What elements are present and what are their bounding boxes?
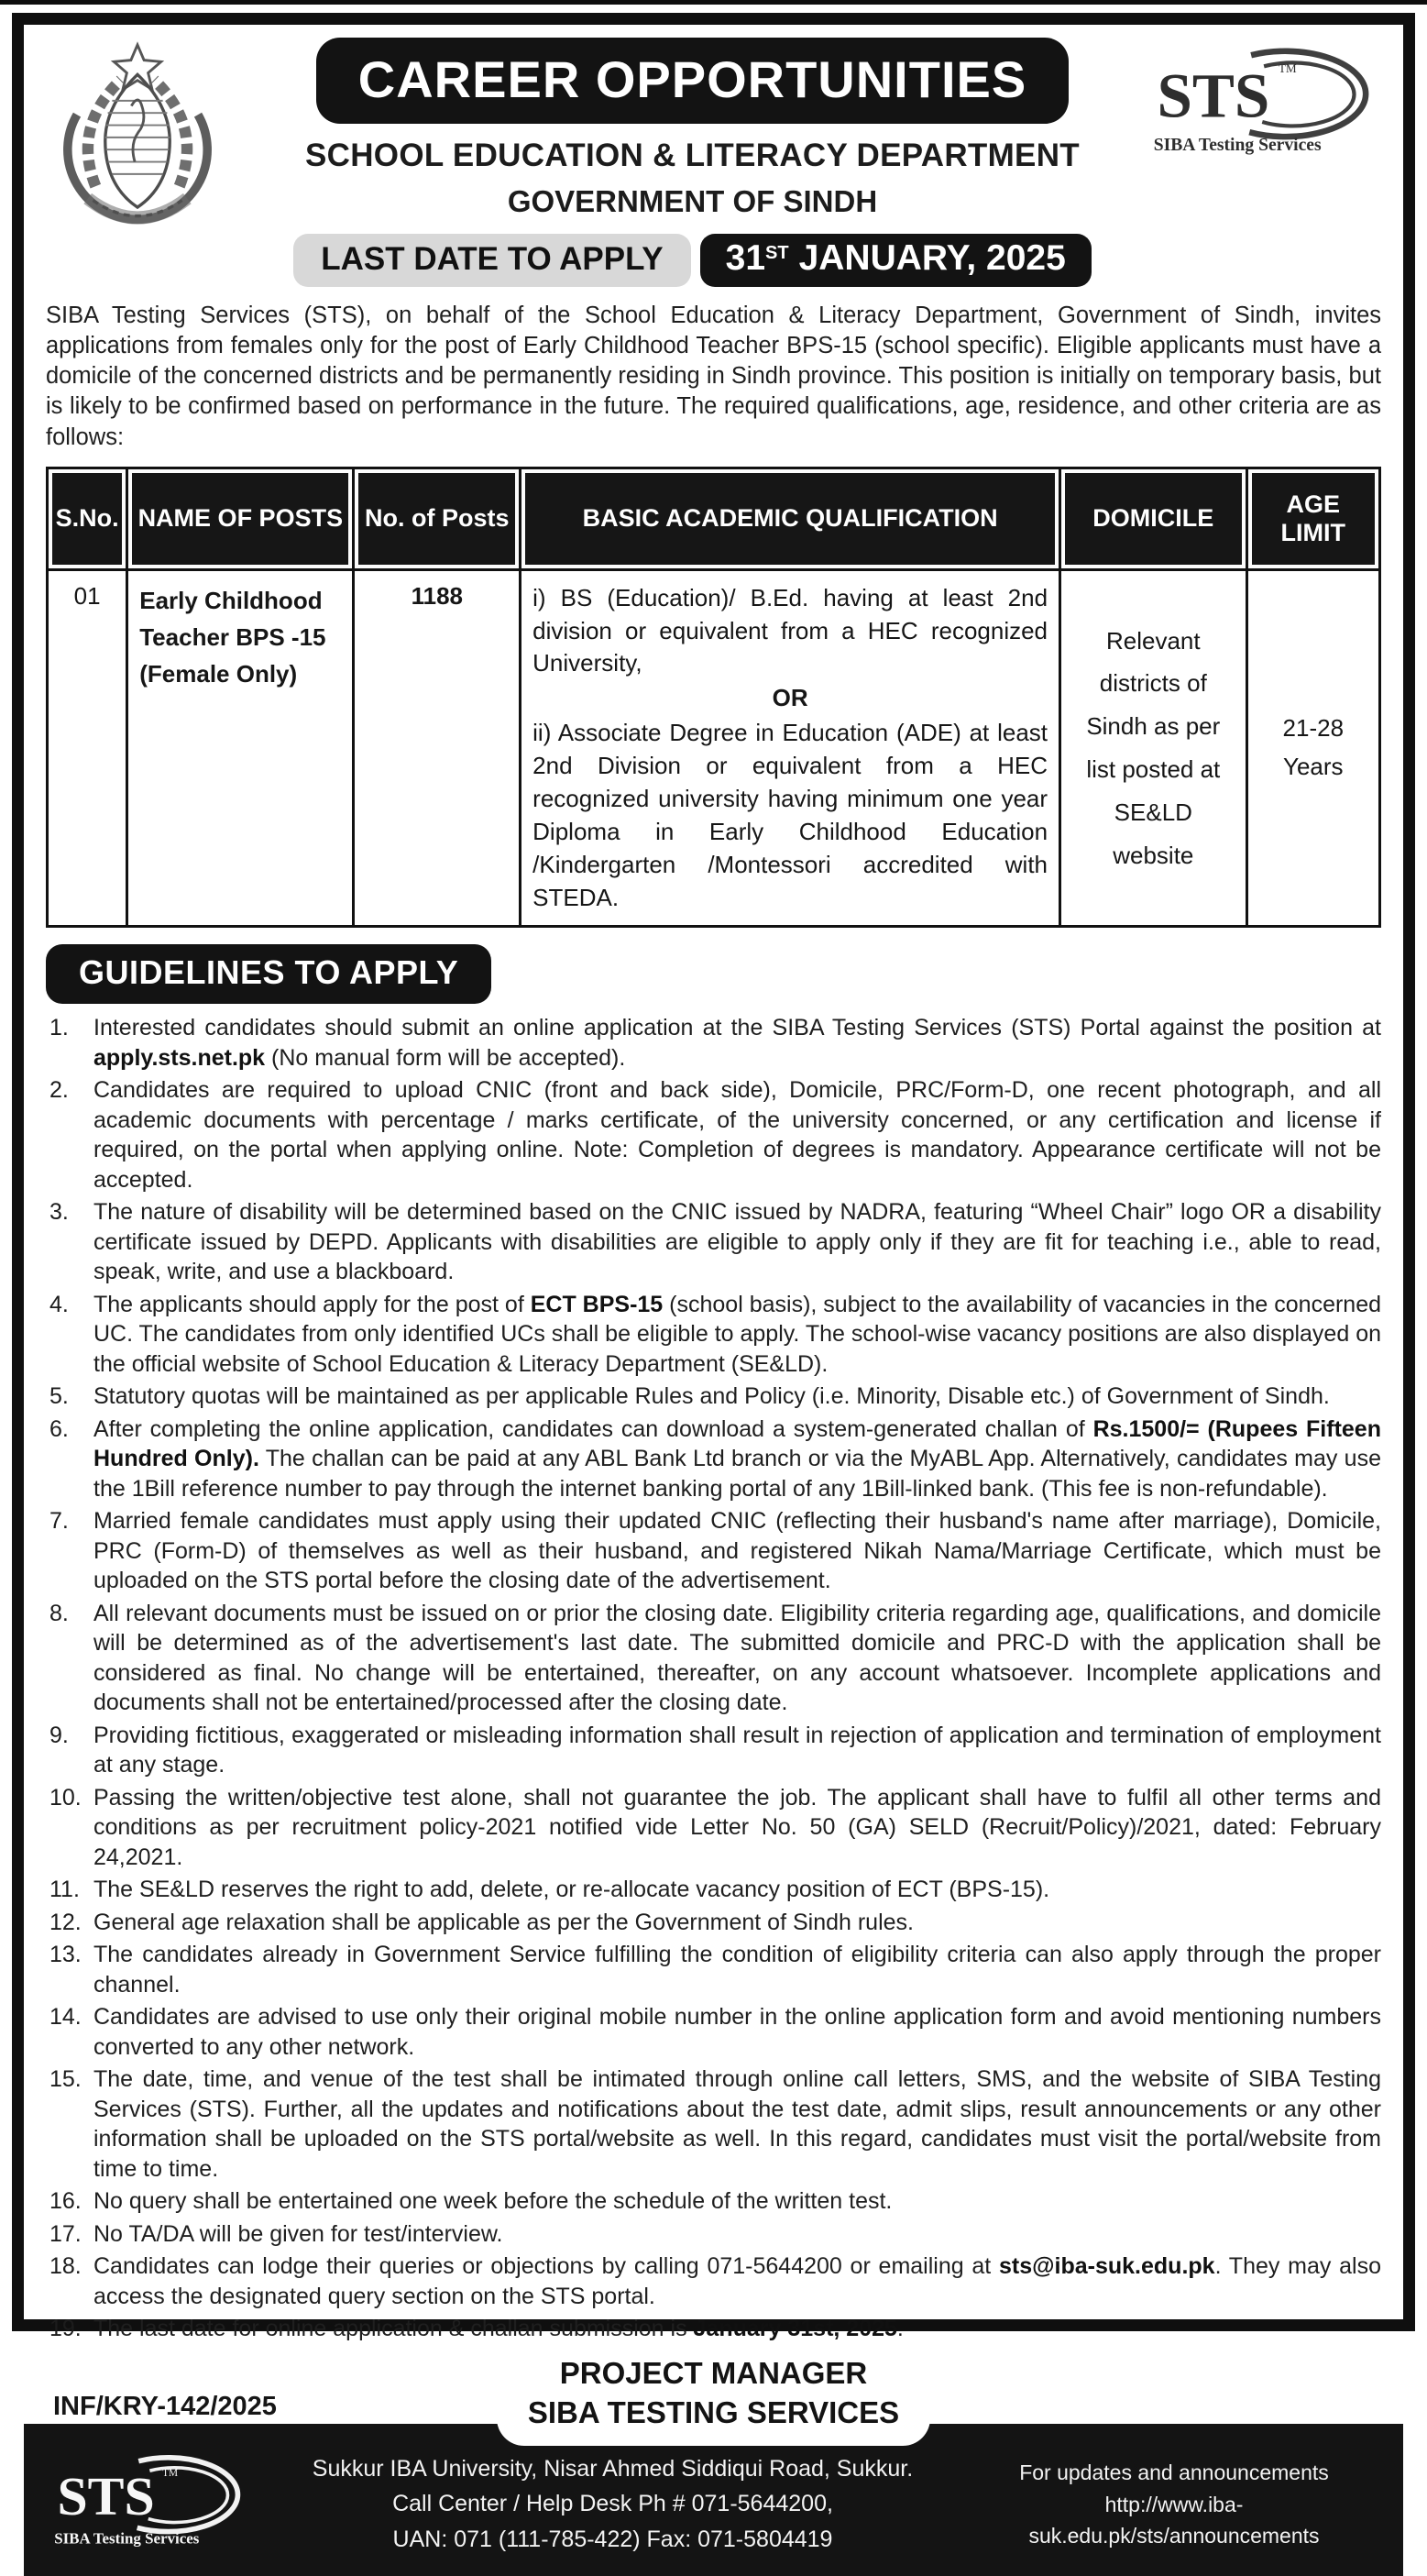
cell-sno: 01 [48,569,127,927]
footer-address-line2: Call Center / Help Desk Ph # 071-5644200, [392,2491,833,2517]
guidelines-list [46,1013,1381,2347]
table-header-domicile: DOMICILE [1060,468,1247,569]
guideline-number: 17. [49,2220,82,2247]
guideline-text: The nature of disability will be determined based on the CNIC issued by NADRA, featuring “Wheel Chair” logo OR a disability certificate issued by DEPD. Applicants with disabilities are eligible to apply only if they are fit for teaching i.e., able to read, speak, write, and use a blackboard. [93,1199,1381,1285]
guidelines-title: GUIDELINES TO APPLY [46,944,491,1004]
sts-logo [1145,36,1381,165]
sts-tagline: SIBA Testing Services [1153,135,1322,155]
table-header-posts: No. of Posts [354,468,521,569]
guideline-item [46,1940,1381,1999]
qualification-or: OR [772,684,808,712]
table-header-name: NAME OF POSTS [127,468,354,569]
sindh-emblem-graphic [46,39,229,249]
sts-logo-text: STS [1157,60,1270,131]
guideline-number: 5. [49,1383,69,1410]
guideline-text: The applicants should apply for the post of ECT BPS-15 (school basis), subject to the availability of vacancies in the concerned UC. The candidates from only identified UCs shall be eligible to apply. The school-wise vacancy positions are also displayed on the official website of School Education & Literacy Department (SE&LD). [93,1291,1382,1377]
footer-band [24,2424,1403,2576]
sts-logo-graphic [1150,45,1381,160]
footer-updates [972,2457,1376,2552]
sindh-government-emblem-icon [46,36,240,254]
guideline-number: 16. [49,2188,82,2215]
guideline-number: 12. [49,1909,82,1935]
guideline-number: 2. [49,1077,69,1104]
guideline-text: Married female candidates must apply using their updated CNIC (reflecting their husband's name after marriage), Domicile, PRC (Form-D) of themselves as well as their husband, and registered Nikah Nama/Marriage Certificate, which must be uploaded on the STS portal before the closing date of the advertisement. [93,1508,1381,1594]
guideline-text: Candidates are advised to use only their original mobile number in the online application form and avoid mentioning numbers converted to any other network. [93,2004,1381,2060]
sts-footer-logo [51,2452,253,2557]
guideline-item [46,1875,1381,1905]
guideline-item [46,1382,1381,1412]
guideline-text: Candidates can lodge their queries or objections by calling 071-5644200 or emailing at sts@iba-suk.edu.pk. They may also access the designated query section on the STS portal. [93,2253,1381,2309]
guideline-item [46,1290,1381,1380]
guideline-text: The date, time, and venue of the test shall be intimated through online call letters, SMS, and the website of SIBA Testing Services (STS). Further, all the updates and notifications about the test date, admit slips, result announcements or any other information shall be uploaded on the STS portal/website as well. In this regard, candidates must visit the portal/website from time to time. [93,2066,1381,2182]
posts-table [46,467,1381,929]
cell-post-name: Early Childhood Teacher BPS -15 (Female Only) [127,569,354,927]
guideline-text: After completing the online application, candidates can download a system-generated challan of Rs.1500/= (Rupees Fifteen Hundred Only). The challan can be paid at any ABL Bank Ltd branch or via the MyABL App. Alternatively, candidates may use the 1Bill reference number to pay through the internet banking portal of any 1Bill-linked bank. (This fee is non-refundable). [93,1415,1381,1502]
guideline-number: 3. [49,1199,69,1226]
page-title: CAREER OPPORTUNITIES [316,38,1069,124]
guideline-item [46,2314,1381,2344]
guideline-number: 18. [49,2253,82,2280]
guideline-item [46,1506,1381,1596]
sts-footer-logo-graphic [51,2452,251,2552]
guideline-number: 13. [49,1942,82,1968]
signature-title: PROJECT MANAGER [559,2355,868,2390]
advertisement-frame [12,13,1415,2553]
guideline-item [46,1075,1381,1194]
guideline-number: 19. [49,2316,82,2342]
guideline-number: 11. [49,1877,80,1903]
sts-footer-logo-text: STS [57,2465,155,2526]
guideline-text: All relevant documents must be issued on or prior the closing date. Eligibility criteria regarding age, qualifications, and domicile will be determined as of the advertisement's last date. The submitted domicile and PRC-D with the application shall be considered as final. No change will be entertained, thereafter, on any account whatsoever. Incomplete applications and documents shall not be entertained/processed after the closing date. [93,1600,1381,1716]
guideline-item [46,1599,1381,1718]
government-title: GOVERNMENT OF SINDH [507,184,878,218]
guideline-item [46,2219,1381,2250]
masthead-center [240,36,1145,287]
sts-trademark: TM [1279,61,1297,75]
guideline-text: Interested candidates should submit an online application at the SIBA Testing Services (STS) Portal against the position at apply.sts.net.pk (No manual form will be accepted). [93,1015,1381,1071]
guideline-item [46,1013,1381,1073]
qualification-option-i: i) BS (Education)/ B.Ed. having at least 2nd division or equivalent from a HEC recognized University, [532,583,1048,677]
guideline-item [46,1908,1381,1938]
guideline-number: 15. [49,2066,82,2093]
footer-address-line1: Sukkur IBA University, Nisar Ahmed Siddiqui Road, Sukkur. [312,2455,914,2482]
last-date-month-year: JANUARY, 2025 [798,238,1066,278]
table-header-qualification: BASIC ACADEMIC QUALIFICATION [521,468,1060,569]
guideline-text: The SE&LD reserves the right to add, delete, or re-allocate vacancy position of ECT (BPS-15). [93,1877,1050,1903]
guideline-item [46,1197,1381,1287]
signature-row [46,2347,1381,2429]
table-header-row [48,468,1380,569]
guideline-text: Statutory quotas will be maintained as per applicable Rules and Policy (i.e. Minority, Disable etc.) of Government of Sindh. [93,1383,1330,1410]
cell-no-of-posts: 1188 [354,569,521,927]
footer-updates-url: http://www.iba-suk.edu.pk/sts/announcements [1028,2492,1320,2548]
top-border-strip [0,0,1427,5]
guideline-number: 14. [49,2004,82,2031]
table-header-age: AGE LIMIT [1246,468,1379,569]
guideline-text: The candidates already in Government Service fulfilling the condition of eligibility criteria can also apply through the proper channel. [93,1942,1381,1998]
footer-address-line3: UAN: 071 (111-785-422) Fax: 071-5804419 [392,2526,833,2553]
guideline-text: Providing fictitious, exaggerated or misleading information shall result in rejection of application and termination of employment at any stage. [93,1722,1381,1778]
footer-address [273,2451,952,2558]
table-header-sno: S.No. [48,468,127,569]
guideline-item [46,1415,1381,1504]
guideline-text: Passing the written/objective test alone, shall not guarantee the job. The applicant shall have to fulfil all other terms and conditions as per recruitment policy-2021 notified vide Letter No. 50 (GA) SELD (Recruit/Policy)/2021, dated: February 24,2021. [93,1784,1381,1870]
last-date-value [700,234,1092,287]
intro-paragraph: SIBA Testing Services (STS), on behalf of the School Education & Literacy Department, Government of Sindh, invites applications from females only for the post of Early Childhood Teacher BPS-15 (school specific). Eligible applicants must have a domicile of the concerned districts and be permanently residing in Sindh province. This position is initially on temporary basis, but is likely to be confirmed based on performance in the future. The required qualifications, age, residence, and other criteria are as follows: [46,303,1381,450]
guideline-item [46,2251,1381,2311]
guideline-number: 1. [49,1015,69,1041]
guideline-item [46,1721,1381,1780]
guideline-number: 8. [49,1600,69,1626]
qualification-option-ii: ii) Associate Degree in Education (ADE) at least 2nd Division or equivalent from a HEC recognized university having minimum one year Diploma in Early Childhood Education /Kindergarten /Montessori accredited with STEDA. [532,719,1048,911]
guideline-number: 9. [49,1722,69,1748]
guideline-text: Candidates are required to upload CNIC (front and back side), Domicile, PRC/Form-D, one recent photograph, and all academic documents with percentage / marks certificate, of the university concerned, or any certification and license if required, on the portal when applying online. Note: Completion of degrees is mandatory. Appearance certificate will not be accepted. [93,1077,1381,1193]
last-date-ordinal: ST [765,243,789,263]
guideline-number: 6. [49,1415,69,1442]
advertisement-content [24,25,1403,2429]
masthead [46,36,1381,287]
guideline-text: The last date for online application & challan submission is January 31st, 2025. [93,2316,904,2342]
guideline-item [46,2064,1381,2184]
guideline-text: No TA/DA will be given for test/interview. [93,2220,503,2247]
last-date-label: LAST DATE TO APPLY [293,234,690,287]
cell-age-limit: 21-28 Years [1246,569,1379,927]
guideline-number: 10. [49,1784,82,1811]
guideline-item [46,2002,1381,2062]
guideline-text: No query shall be entertained one week before the schedule of the written test. [93,2188,893,2215]
guideline-number: 4. [49,1291,69,1317]
sts-footer-tagline: SIBA Testing Services [54,2529,200,2548]
cell-domicile: Relevant districts of Sindh as per list posted at SE&LD website [1060,569,1247,927]
signature-block [497,2354,930,2446]
footer-updates-label: For updates and announcements [1019,2460,1329,2485]
guideline-item [46,1783,1381,1873]
guideline-text: General age relaxation shall be applicable as per the Government of Sindh rules. [93,1909,914,1935]
sts-footer-trademark: TM [162,2467,179,2479]
last-date-bar [240,234,1145,287]
department-title: SCHOOL EDUCATION & LITERACY DEPARTMENT [305,138,1080,173]
last-date-day: 31 [725,238,766,278]
table-row [48,569,1380,927]
guideline-number: 7. [49,1508,69,1535]
guideline-item [46,2186,1381,2217]
signature-organization: SIBA TESTING SERVICES [497,2394,930,2446]
advertisement-reference: INF/KRY-142/2025 [53,2391,277,2421]
cell-qualification [521,569,1060,927]
